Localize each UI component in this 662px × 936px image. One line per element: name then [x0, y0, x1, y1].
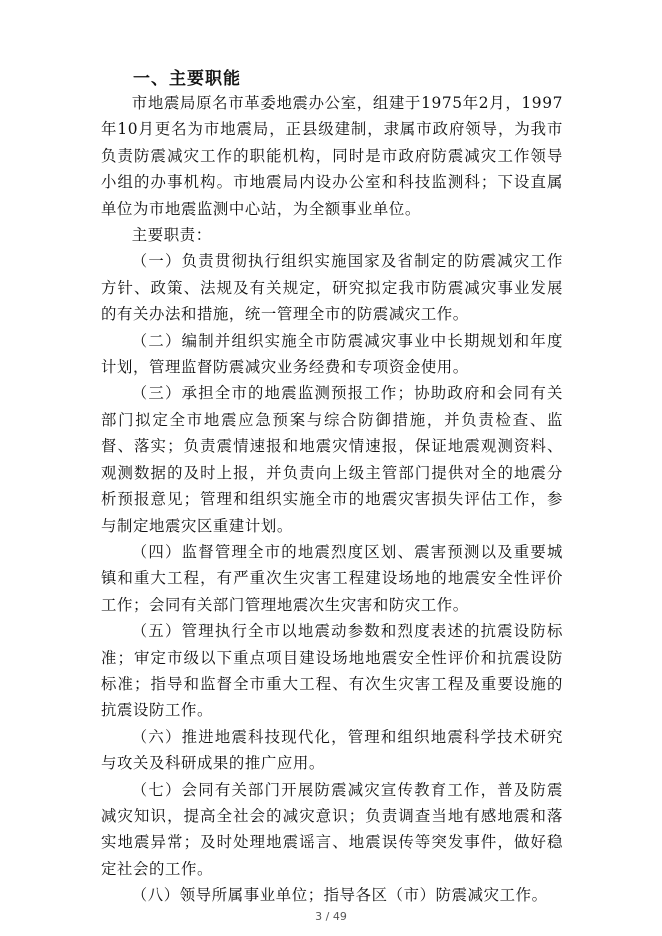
document-body — [101, 90, 563, 909]
section-heading: 一、主要职能 — [133, 69, 241, 89]
duty-item-5: （五）管理执行全市以地震动参数和烈度表述的抗震设防标准；审定市级以下重点项目建设场地地震安全性评价和抗震设防标准；指导和监督全市重大工程、有次生灾害工程及重要设施的抗震设防工作。 — [101, 622, 563, 720]
duty-item-7: （七）会同有关部门开展防震减灾宣传教育工作，普及防震减灾知识，提高全社会的减灾意识；负责调查当地有感地震和落实地震异常；及时处理地震谣言、地震误传等突发事件，做好稳定社会的工作。 — [101, 780, 563, 878]
page-indicator: 3 / 49 — [315, 910, 347, 923]
duty-item-6: （六）推进地震科技现代化，管理和组织地震科学技术研究与攻关及科研成果的推广应用。 — [101, 727, 563, 773]
duty-item-2: （二）编制并组织实施全市防震减灾事业中长期规划和年度计划，管理监督防震减灾业务经费和专项资金使用。 — [101, 331, 563, 377]
duty-item-1: （一）负责贯彻执行组织实施国家及省制定的防震减灾工作方针、政策、法规及有关规定，研究拟定我市防震减灾事业发展的有关办法和措施，统一管理全市的防震减灾工作。 — [101, 252, 563, 324]
duty-item-3: （三）承担全市的地震监测预报工作；协助政府和会同有关部门拟定全市地震应急预案与综合防御措施，并负责检查、监督、落实；负责震情速报和地震灾情速报，保证地震观测资料、观测数据的及时上报，并负责向上级主管部门提供对全的地震分析预报意见；管理和组织实施全市的地震灾害损失评估工作，参与制定地震灾区重建计划。 — [101, 384, 563, 535]
duties-label: 主要职责： — [131, 226, 212, 245]
duty-item-8: （八）领导所属事业单位；指导各区（市）防震减灾工作。 — [131, 886, 548, 905]
intro-paragraph: 市地震局原名市革委地震办公室，组建于1975年2月，1997年10月更名为市地震局，正县级建制，隶属市政府领导，为我市负责防震减灾工作的职能机构，同时是市政府防震减灾工作领导小组的办事机构。市地震局内设办公室和科技监测科；下设直属单位为市地震监测中心站，为全额事业单位。 — [101, 94, 563, 218]
duty-item-4: （四）监督管理全市的地震烈度区划、震害预测以及重要城镇和重大工程，有严重次生灾害工程建设场地的地震安全性评价工作；会同有关部门管理地震次生灾害和防灾工作。 — [101, 542, 563, 614]
